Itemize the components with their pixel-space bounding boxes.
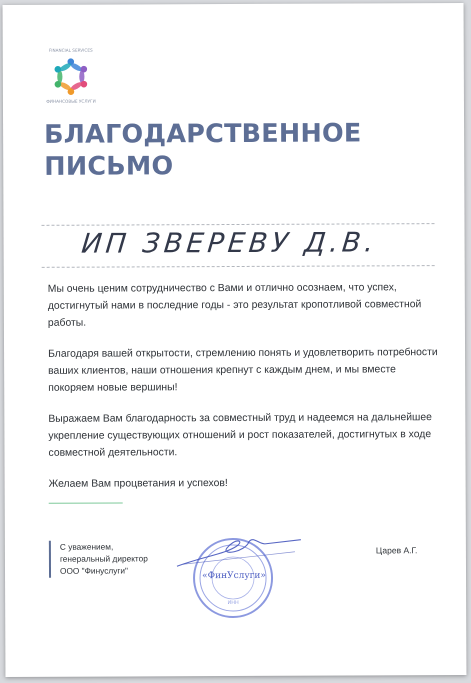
logo-bottom-text: ФИНАНСОВЫЕ УСЛУГИ (46, 98, 96, 104)
signoff-line-2: генеральный директор (59, 553, 148, 564)
logo-top-text: FINANCIAL SERVICES (48, 47, 93, 53)
letter-title (44, 117, 362, 183)
letter-sheet (3, 3, 467, 677)
body-paragraph-4: Желаем Вам процветания и успехов! (48, 478, 228, 490)
body-paragraph-1: Мы очень ценим сотрудничество с Вами и отлично осознаем, что успех, достигнутый нами в последние годы - это результат кропотливой совместной работы. (47, 282, 422, 329)
fin-logo-icon (39, 43, 103, 107)
recipient-handwritten: ИП ЗВЕРЕВУ Д.В. (80, 227, 379, 260)
svg-text:ИНН: ИНН (227, 599, 239, 607)
stamp-text: «ФинУслуги» (202, 570, 266, 582)
signoff-line-3: ООО "Финуслуги" (59, 565, 128, 577)
signer-name: Царев А.Г. (375, 545, 418, 556)
recipient-divider-top (41, 223, 434, 226)
body-paragraph-2: Благодаря вашей открытости, стремлению понять и удовлетворить потребности ваших клиентов, наши отношения крепнут с каждым днем, и мы вместе покоряем новые вершины! (48, 347, 438, 394)
body-paragraph-3: Выражаем Вам благодарность за совместный труд и надеемся на дальнейшее укрепление существующих отношений и рост показателей, достигнутых в ходе совместной деятельности. (48, 412, 432, 459)
recipient-divider-bottom (42, 265, 435, 268)
title-line-2: ПИСЬМО (44, 151, 174, 183)
signoff-block (49, 540, 148, 577)
signoff-line-1: С уважением, (59, 541, 114, 552)
title-line-1: БЛАГОДАРСТВЕННОЕ (44, 118, 362, 150)
letter-body (48, 279, 441, 507)
company-stamp (175, 534, 306, 657)
